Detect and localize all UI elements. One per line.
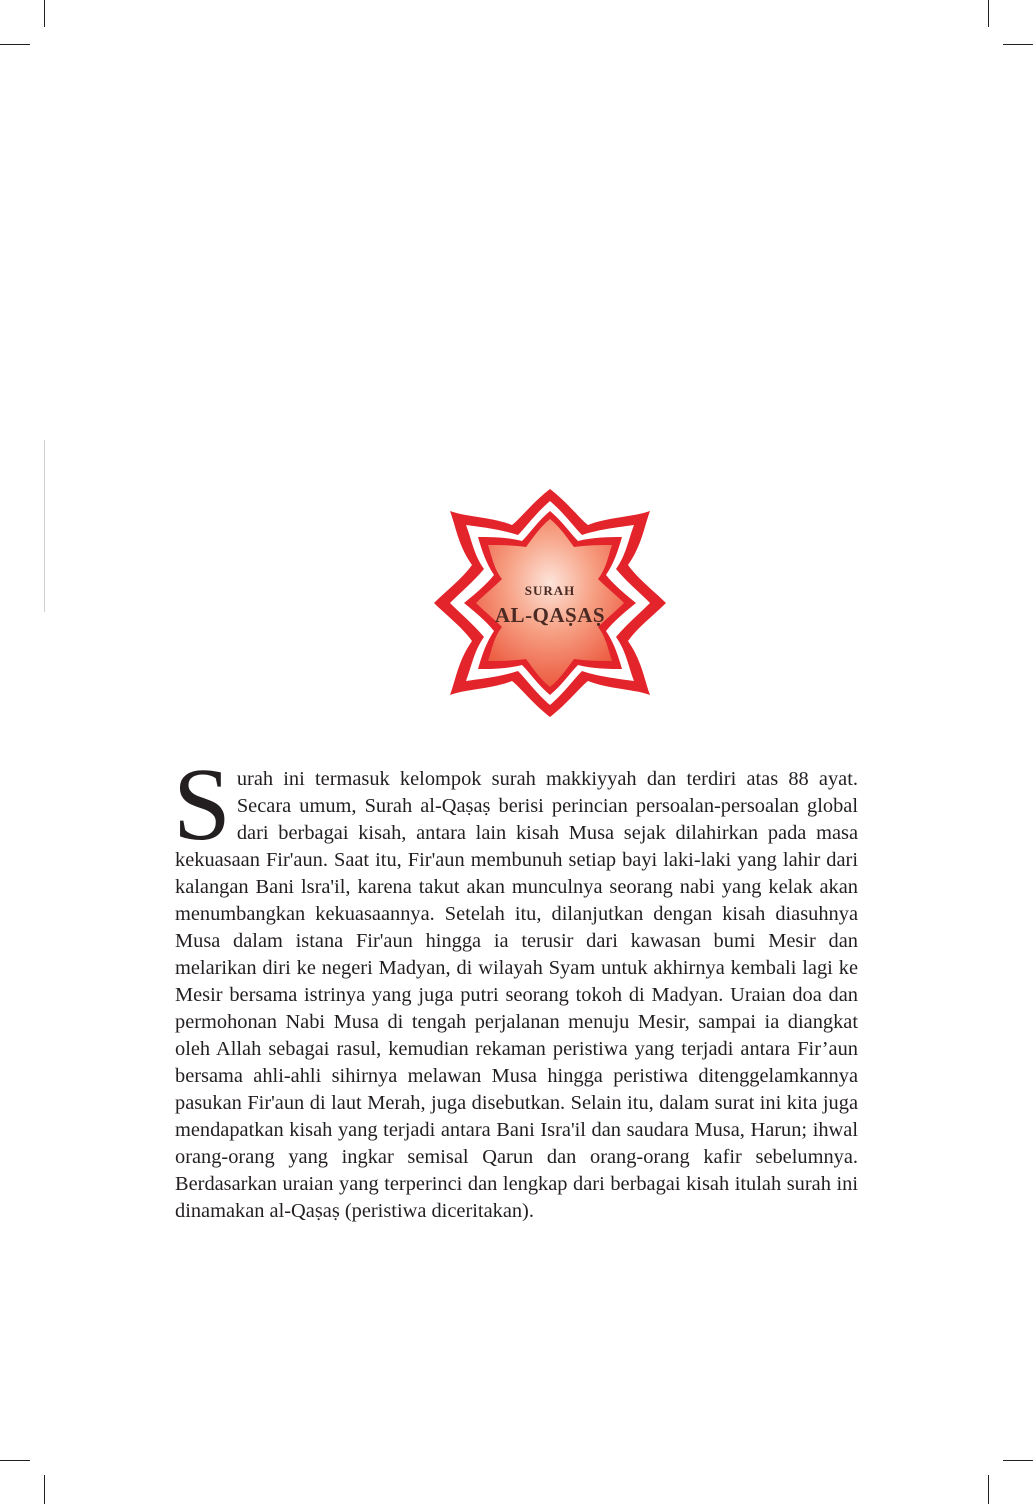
surah-name: AL-QAṢAṢ [494,603,606,627]
surah-label: SURAH [524,583,576,598]
crop-mark-top-left-horizontal [0,44,30,45]
crop-mark-bottom-left-vertical [44,1475,45,1504]
drop-cap-letter: S [173,747,231,862]
surah-description-paragraph [173,747,858,1225]
crop-mark-top-left-vertical [44,0,45,27]
crop-mark-bottom-right-horizontal [1003,1460,1033,1461]
surah-title-emblem [428,483,672,723]
crop-mark-bottom-left-horizontal [0,1460,30,1461]
paragraph-text: urah ini termasuk kelompok surah makkiyyah dan terdiri atas 88 ayat. Secara umum, Surah al-Qaṣaṣ berisi perincian persoalan-persoalan global dari berbagai kisah, antara lain kisah Musa sejak dilahirkan pada masa kekuasaan Fir'aun. Saat itu, Fir'aun membunuh setiap bayi laki-laki yang lahir dari kalangan Bani lsra'il, karena takut akan munculnya seorang nabi yang kelak akan menumbangkan kekuasaannya. Setelah itu, dilanjutkan dengan kisah diasuhnya Musa dalam istana Fir'aun hingga ia terusir dari kawasan bumi Mesir dan melarikan diri ke negeri Madyan, di wilayah Syam untuk akhirnya kembali lagi ke Mesir bersama istrinya yang juga putri seorang tokoh di Madyan. Uraian doa dan permohonan Nabi Musa di tengah perjalanan menuju Mesir, sampai ia diangkat oleh Allah sebagai rasul, kemudian rekaman peristiwa yang terjadi antara Fir’aun bersama ahli-ahli sihirnya melawan Musa hingga peristiwa ditenggelamkannya pasukan Fir'aun di laut Merah, juga disebutkan. Selain itu, dalam surat ini kita juga mendapatkan kisah yang terjadi antara Bani Isra'il dan saudara Musa, Harun; ihwal orang-orang yang ingkar semisal Qarun dan orang-orang kafir sebelumnya. Berdasarkan uraian yang terperinci dan lengkap dari berbagai kisah itulah surah ini dinamakan al-Qaṣaṣ (peristiwa diceritakan). [175,768,858,1222]
crop-mark-top-right-horizontal [1003,44,1033,45]
crop-mark-bottom-right-vertical [988,1475,989,1504]
margin-guide-line [44,440,45,612]
crop-mark-top-right-vertical [988,0,989,27]
